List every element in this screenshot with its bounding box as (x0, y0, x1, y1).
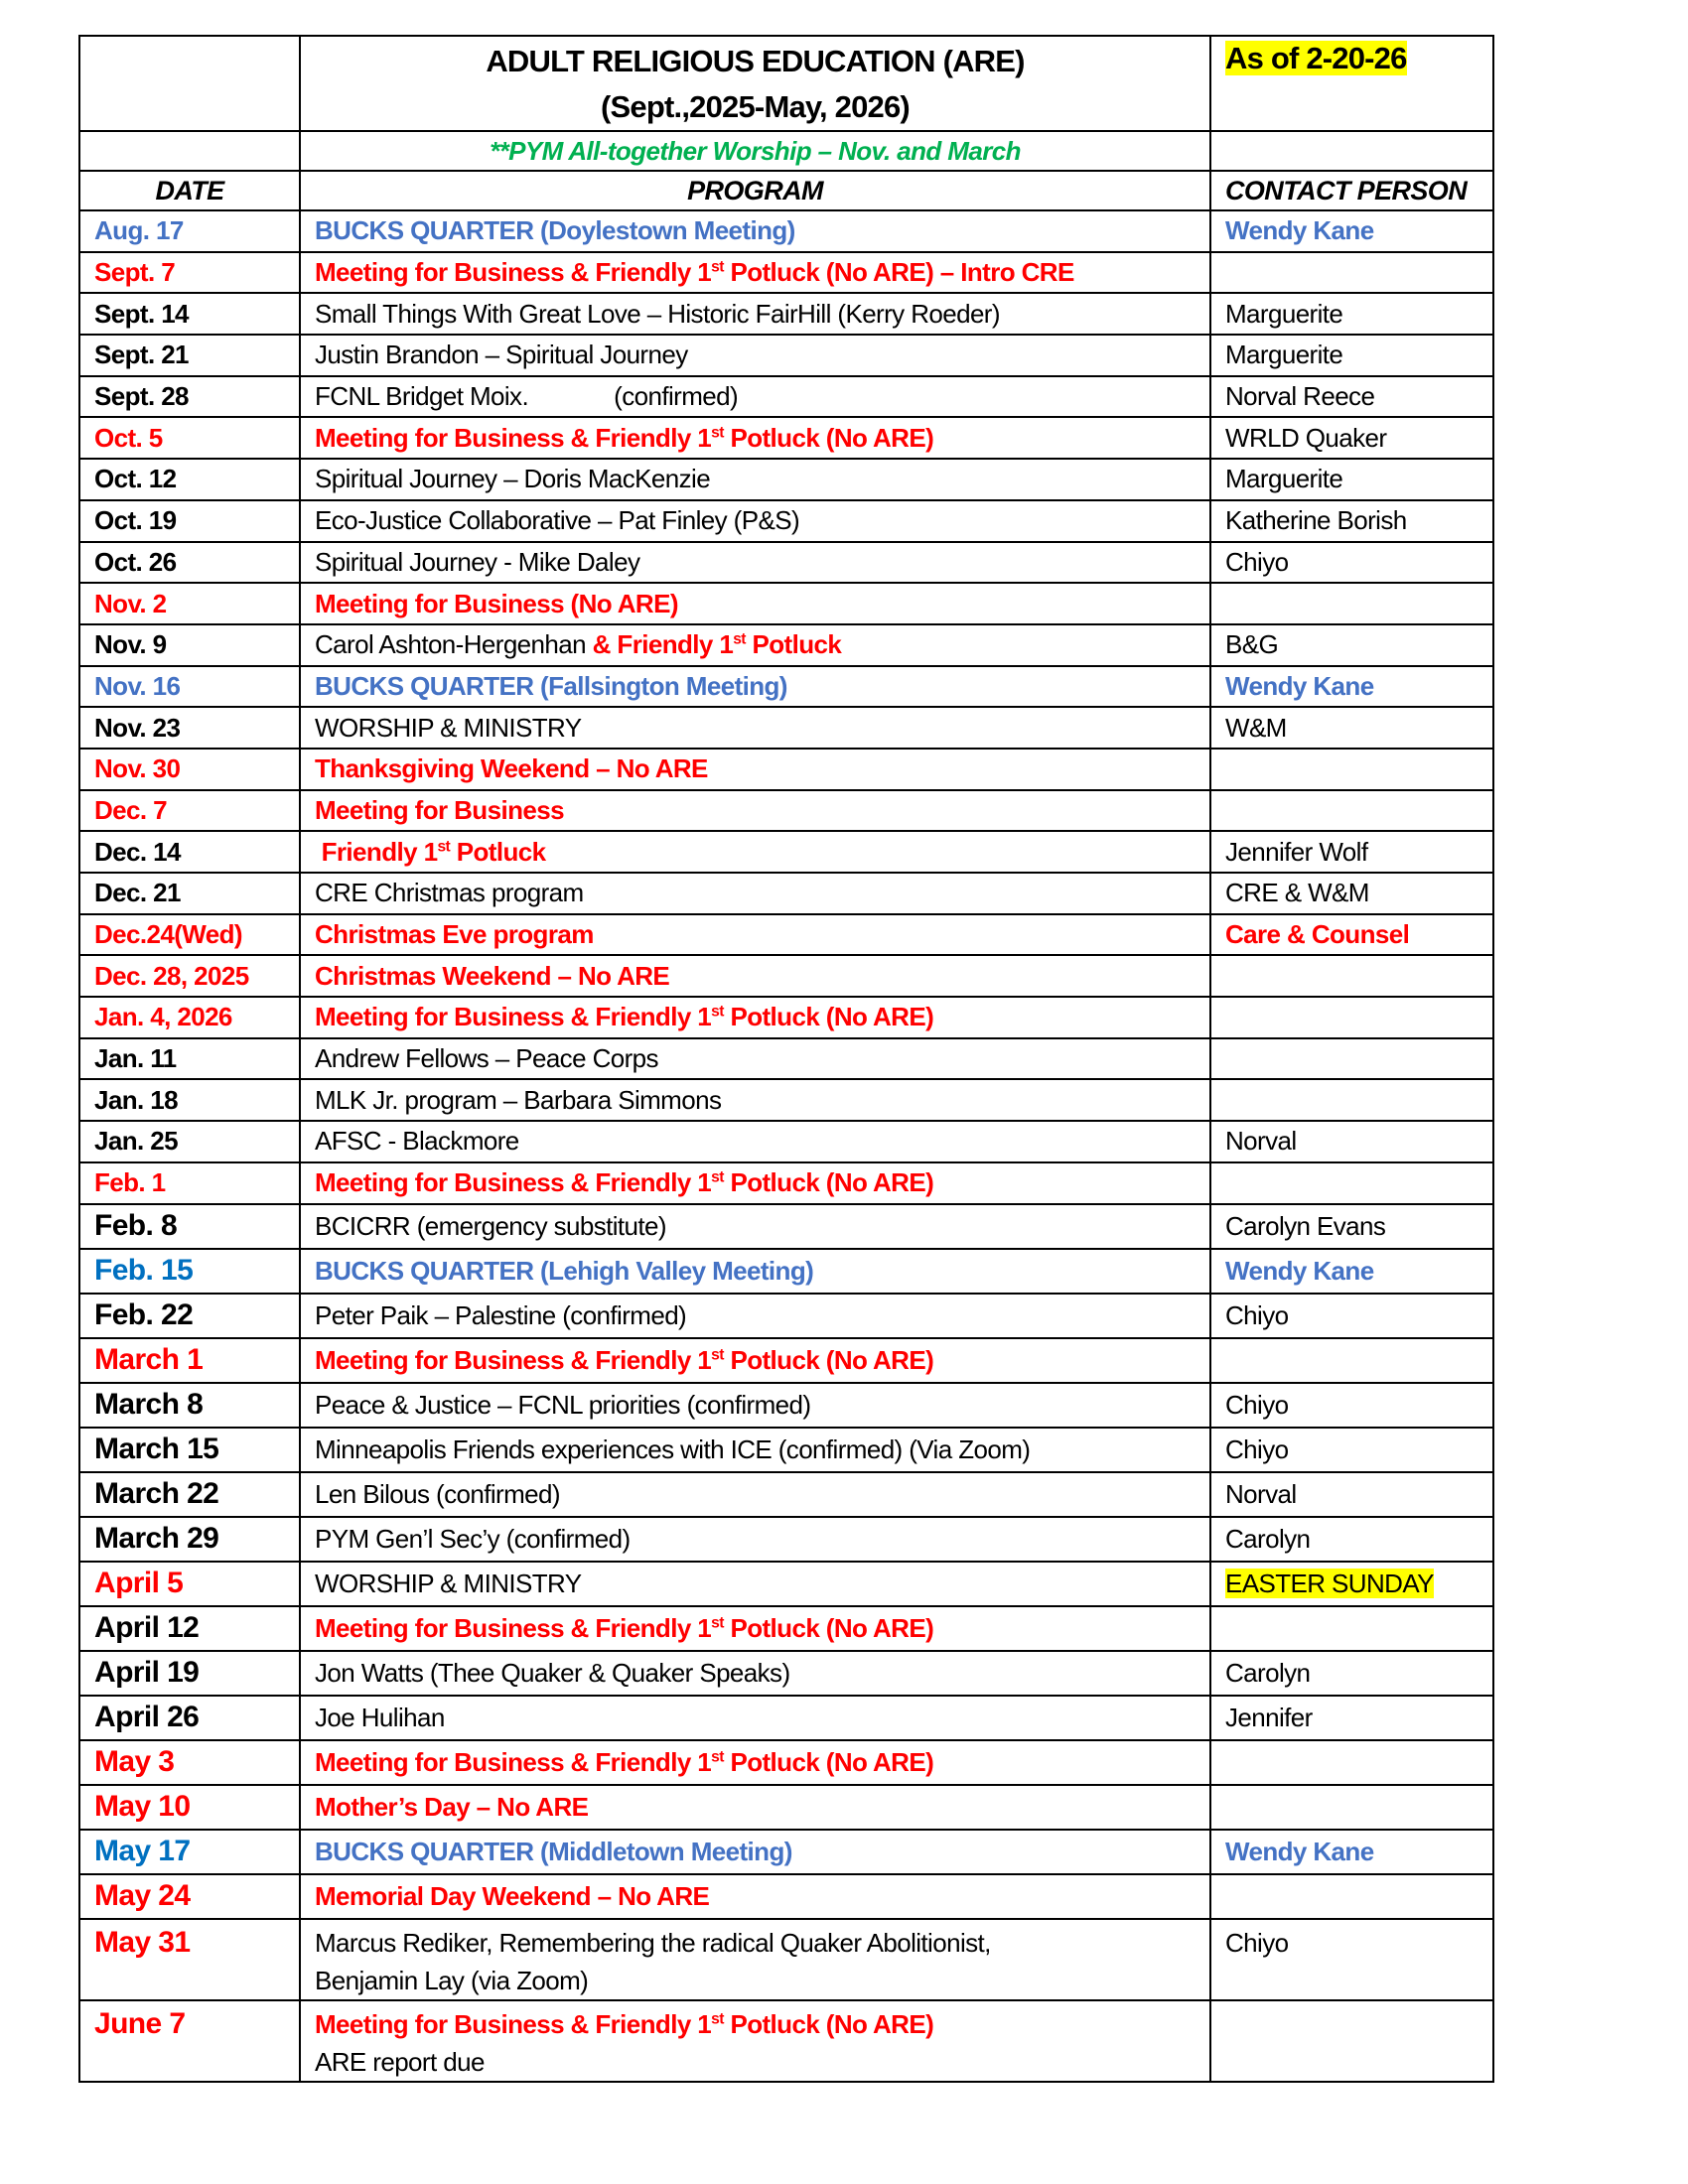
date-cell: Jan. 4, 2026 (79, 997, 300, 1038)
contact-person: Chiyo (1225, 1389, 1289, 1420)
date-cell: April 26 (79, 1696, 300, 1740)
program-text: MLK Jr. program – Barbara Simmons (315, 1084, 722, 1115)
contact-cell (1210, 583, 1493, 624)
contact-person: Wendy Kane (1225, 1836, 1374, 1866)
table-row (79, 1383, 1493, 1428)
date-cell: Dec. 7 (79, 790, 300, 832)
contact-cell (1210, 1651, 1493, 1696)
program-text: Memorial Day Weekend – No ARE (315, 1880, 710, 1911)
program-text: Justin Brandon – Spiritual Journey (315, 340, 688, 370)
date-cell: Dec. 28, 2025 (79, 955, 300, 997)
contact-cell (1210, 1696, 1493, 1740)
contact-person: Carolyn (1225, 1657, 1311, 1688)
program-cell (300, 252, 1210, 294)
table-row (79, 293, 1493, 335)
table-row (79, 1121, 1493, 1162)
program-cell (300, 955, 1210, 997)
ordinal-suffix: st (711, 1747, 724, 1765)
column-header-row (79, 171, 1493, 210)
contact-cell (1210, 1562, 1493, 1606)
table-row (79, 624, 1493, 666)
program-cell (300, 542, 1210, 584)
date-cell: May 10 (79, 1785, 300, 1830)
table-row (79, 500, 1493, 542)
program-cell (300, 666, 1210, 708)
table-row (79, 666, 1493, 708)
table-row (79, 749, 1493, 790)
program-text: CRE Christmas program (315, 878, 584, 908)
table-row (79, 1785, 1493, 1830)
contact-cell (1210, 1162, 1493, 1204)
table-row (79, 1249, 1493, 1294)
date-cell: Sept. 28 (79, 376, 300, 418)
program-text: Potluck (745, 629, 842, 660)
contact-cell (1210, 1383, 1493, 1428)
date-cell: May 31 (79, 1919, 300, 2000)
program-text: FCNL Bridget Moix. (confirmed) (315, 381, 739, 412)
contact-cell (1210, 1338, 1493, 1383)
date-cell: Nov. 16 (79, 666, 300, 708)
contact-cell (1210, 666, 1493, 708)
contact-cell (1210, 1472, 1493, 1517)
table-row (79, 417, 1493, 459)
ordinal-suffix: st (711, 258, 724, 276)
table-row (79, 583, 1493, 624)
date-cell: March 22 (79, 1472, 300, 1517)
program-text: Joe Hulihan (315, 1702, 445, 1732)
program-text: Spiritual Journey - Mike Daley (315, 546, 640, 577)
program-text: Carol Ashton-Hergenhan (315, 629, 593, 660)
program-text: Meeting for Business & Friendly 1 (315, 2008, 712, 2039)
ordinal-suffix: st (711, 1613, 724, 1631)
date-cell: Aug. 17 (79, 210, 300, 252)
program-cell (300, 749, 1210, 790)
contact-cell (1210, 1204, 1493, 1249)
date-cell: Dec. 21 (79, 873, 300, 914)
title-line-1: ADULT RELIGIOUS EDUCATION (ARE) (486, 44, 1025, 78)
table-row (79, 1740, 1493, 1785)
document-title (300, 36, 1210, 131)
date-cell: Nov. 23 (79, 707, 300, 749)
table-row (79, 1428, 1493, 1472)
program-text: Potluck (No ARE) (723, 1002, 934, 1032)
table-row (79, 335, 1493, 376)
program-text: Minneapolis Friends experiences with ICE (confirmed) (Via Zoom) (315, 1433, 1031, 1464)
program-cell (300, 1249, 1210, 1294)
program-cell (300, 1121, 1210, 1162)
program-cell (300, 624, 1210, 666)
contact-person: Norval (1225, 1126, 1297, 1157)
contact-cell (1210, 1294, 1493, 1338)
date-cell: Oct. 5 (79, 417, 300, 459)
program-text: Peter Paik – Palestine (confirmed) (315, 1299, 687, 1330)
table-row (79, 997, 1493, 1038)
program-text: Meeting for Business & Friendly 1 (315, 1746, 712, 1777)
contact-cell (1210, 1740, 1493, 1785)
table-row (79, 707, 1493, 749)
contact-person: W&M (1225, 712, 1287, 743)
program-cell (300, 873, 1210, 914)
program-cell (300, 1204, 1210, 1249)
program-cell (300, 2000, 1210, 2082)
ordinal-suffix: st (711, 1003, 724, 1021)
program-text: Meeting for Business & Friendly 1 (315, 257, 712, 288)
program-cell (300, 417, 1210, 459)
contact-cell (1210, 831, 1493, 873)
contact-person: EASTER SUNDAY (1225, 1568, 1434, 1598)
column-header-date: DATE (79, 171, 300, 210)
contact-cell (1210, 2000, 1493, 2082)
program-cell (300, 335, 1210, 376)
ordinal-suffix: st (711, 1345, 724, 1363)
contact-person: CRE & W&M (1225, 878, 1369, 908)
contact-cell (1210, 500, 1493, 542)
program-text: Potluck (No ARE) (723, 2008, 934, 2039)
contact-cell (1210, 1919, 1493, 2000)
program-text: Meeting for Business & Friendly 1 (315, 1167, 712, 1198)
contact-person: Norval Reece (1225, 381, 1375, 412)
contact-person: Norval (1225, 1478, 1297, 1509)
program-text: Christmas Eve program (315, 919, 594, 950)
date-cell: April 12 (79, 1606, 300, 1651)
contact-person: Wendy Kane (1225, 215, 1374, 246)
table-row (79, 376, 1493, 418)
date-cell: Nov. 2 (79, 583, 300, 624)
table-row (79, 1079, 1493, 1121)
contact-cell (1210, 873, 1493, 914)
program-text: BUCKS QUARTER (Fallsington Meeting) (315, 670, 787, 701)
program-text: AFSC - Blackmore (315, 1126, 519, 1157)
table-row (79, 1651, 1493, 1696)
table-row (79, 459, 1493, 500)
program-cell (300, 1472, 1210, 1517)
ordinal-suffix: st (711, 1168, 724, 1186)
table-row (79, 542, 1493, 584)
program-text: Christmas Weekend – No ARE (315, 960, 670, 991)
program-text: ARE report due (315, 2046, 485, 2077)
blank-cell (79, 131, 300, 171)
table-row (79, 1830, 1493, 1874)
program-text: Thanksgiving Weekend – No ARE (315, 753, 708, 784)
program-cell (300, 1428, 1210, 1472)
contact-person: Chiyo (1225, 1433, 1289, 1464)
table-row (79, 831, 1493, 873)
program-cell (300, 583, 1210, 624)
contact-cell (1210, 955, 1493, 997)
date-cell: March 15 (79, 1428, 300, 1472)
program-cell (300, 210, 1210, 252)
contact-cell (1210, 1428, 1493, 1472)
contact-cell (1210, 1785, 1493, 1830)
contact-person: Katherine Borish (1225, 505, 1407, 536)
program-cell (300, 1785, 1210, 1830)
program-text: & Friendly 1 (592, 629, 734, 660)
blank-cell (79, 36, 300, 131)
program-text: Jon Watts (Thee Quaker & Quaker Speaks) (315, 1657, 790, 1688)
date-cell: Jan. 11 (79, 1038, 300, 1080)
contact-cell (1210, 790, 1493, 832)
date-cell: Jan. 18 (79, 1079, 300, 1121)
program-cell (300, 1696, 1210, 1740)
contact-cell (1210, 1249, 1493, 1294)
program-text: Meeting for Business & Friendly 1 (315, 422, 712, 453)
program-cell (300, 1338, 1210, 1383)
date-cell: Oct. 26 (79, 542, 300, 584)
table-row (79, 1517, 1493, 1562)
contact-cell (1210, 624, 1493, 666)
contact-cell (1210, 749, 1493, 790)
program-text: Benjamin Lay (via Zoom) (315, 1965, 589, 1995)
ordinal-suffix: st (437, 838, 451, 855)
table-row (79, 955, 1493, 997)
table-row (79, 873, 1493, 914)
date-cell: May 17 (79, 1830, 300, 1874)
contact-person: Carolyn (1225, 1523, 1311, 1554)
date-cell: Sept. 14 (79, 293, 300, 335)
program-text: WORSHIP & MINISTRY (315, 1568, 582, 1598)
date-cell: March 1 (79, 1338, 300, 1383)
subtitle-row (79, 131, 1493, 171)
date-cell: Dec.24(Wed) (79, 914, 300, 956)
contact-person: Jennifer Wolf (1225, 836, 1368, 867)
program-text: Meeting for Business & Friendly 1 (315, 1612, 712, 1643)
program-text: Marcus Rediker, Remembering the radical Quaker Abolitionist, (315, 1927, 991, 1958)
program-text: Potluck (No ARE) (723, 422, 934, 453)
table-row (79, 1162, 1493, 1204)
table-row (79, 1562, 1493, 1606)
table-row (79, 1874, 1493, 1919)
table-row (79, 252, 1493, 294)
table-row (79, 1696, 1493, 1740)
program-cell (300, 1606, 1210, 1651)
program-text: Potluck (No ARE) (723, 1167, 934, 1198)
blank-cell (1210, 131, 1493, 171)
program-cell (300, 790, 1210, 832)
program-text: BUCKS QUARTER (Middletown Meeting) (315, 1836, 792, 1866)
program-text: Small Things With Great Love – Historic FairHill (Kerry Roeder) (315, 298, 1000, 329)
program-text: PYM Gen’l Sec’y (confirmed) (315, 1523, 631, 1554)
are-schedule-table (78, 35, 1494, 2083)
as-of-cell (1210, 36, 1493, 131)
date-cell: Sept. 7 (79, 252, 300, 294)
program-text: Eco-Justice Collaborative – Pat Finley (P&S) (315, 505, 800, 536)
program-cell (300, 1651, 1210, 1696)
program-text: Meeting for Business (No ARE) (315, 588, 678, 618)
contact-person: B&G (1225, 629, 1279, 660)
table-row (79, 1294, 1493, 1338)
ordinal-suffix: st (733, 630, 746, 648)
contact-cell (1210, 210, 1493, 252)
program-cell (300, 1038, 1210, 1080)
date-cell: Feb. 8 (79, 1204, 300, 1249)
column-header-program: PROGRAM (300, 171, 1210, 210)
program-cell (300, 1562, 1210, 1606)
program-text: BCICRR (emergency substitute) (315, 1210, 666, 1241)
date-cell: May 24 (79, 1874, 300, 1919)
program-cell (300, 707, 1210, 749)
program-text: Len Bilous (confirmed) (315, 1478, 560, 1509)
date-cell: April 19 (79, 1651, 300, 1696)
date-cell: March 29 (79, 1517, 300, 1562)
date-cell: Oct. 19 (79, 500, 300, 542)
contact-person: Chiyo (1225, 546, 1289, 577)
program-text: Potluck (No ARE) – Intro CRE (723, 257, 1074, 288)
contact-person: Chiyo (1225, 1299, 1289, 1330)
contact-cell (1210, 1830, 1493, 1874)
date-cell: Feb. 22 (79, 1294, 300, 1338)
date-cell: May 3 (79, 1740, 300, 1785)
program-cell (300, 997, 1210, 1038)
contact-cell (1210, 542, 1493, 584)
program-cell (300, 914, 1210, 956)
program-text: Meeting for Business & Friendly 1 (315, 1344, 712, 1375)
table-row (79, 1338, 1493, 1383)
contact-person: Marguerite (1225, 464, 1343, 494)
program-text: Meeting for Business (315, 794, 564, 825)
date-cell: Feb. 1 (79, 1162, 300, 1204)
program-text: Peace & Justice – FCNL priorities (confirmed) (315, 1389, 811, 1420)
program-cell (300, 1079, 1210, 1121)
date-cell: Sept. 21 (79, 335, 300, 376)
program-cell (300, 293, 1210, 335)
contact-person: Carolyn Evans (1225, 1210, 1386, 1241)
program-text: Friendly 1 (315, 836, 438, 867)
contact-person: Marguerite (1225, 298, 1343, 329)
contact-person: Jennifer (1225, 1702, 1313, 1732)
date-cell: Dec. 14 (79, 831, 300, 873)
program-cell (300, 1919, 1210, 2000)
contact-cell (1210, 1079, 1493, 1121)
program-cell (300, 1383, 1210, 1428)
program-text: Potluck (450, 836, 546, 867)
program-text: Andrew Fellows – Peace Corps (315, 1043, 658, 1074)
program-cell (300, 1740, 1210, 1785)
as-of-date: As of 2-20-26 (1225, 41, 1407, 75)
program-text: Potluck (No ARE) (723, 1746, 934, 1777)
contact-person: Care & Counsel (1225, 919, 1410, 950)
contact-cell (1210, 459, 1493, 500)
program-cell (300, 459, 1210, 500)
date-cell: June 7 (79, 2000, 300, 2082)
program-text: Meeting for Business & Friendly 1 (315, 1002, 712, 1032)
date-cell: Nov. 9 (79, 624, 300, 666)
program-cell (300, 1162, 1210, 1204)
date-cell: Nov. 30 (79, 749, 300, 790)
contact-person: Wendy Kane (1225, 670, 1374, 701)
contact-cell (1210, 707, 1493, 749)
program-text: BUCKS QUARTER (Lehigh Valley Meeting) (315, 1255, 814, 1286)
contact-cell (1210, 376, 1493, 418)
program-text: Potluck (No ARE) (723, 1612, 934, 1643)
program-text: Potluck (No ARE) (723, 1344, 934, 1375)
date-cell: Feb. 15 (79, 1249, 300, 1294)
contact-cell (1210, 1517, 1493, 1562)
title-row (79, 36, 1493, 131)
program-cell (300, 1874, 1210, 1919)
program-cell (300, 1830, 1210, 1874)
contact-cell (1210, 1038, 1493, 1080)
table-row (79, 1204, 1493, 1249)
contact-person: Wendy Kane (1225, 1255, 1374, 1286)
date-cell: March 8 (79, 1383, 300, 1428)
contact-cell (1210, 997, 1493, 1038)
pym-worship-note: **PYM All-together Worship – Nov. and March (300, 131, 1210, 171)
column-header-contact: CONTACT PERSON (1210, 171, 1493, 210)
contact-cell (1210, 1121, 1493, 1162)
table-row (79, 790, 1493, 832)
contact-cell (1210, 914, 1493, 956)
table-row (79, 1038, 1493, 1080)
table-row (79, 210, 1493, 252)
ordinal-suffix: st (711, 2009, 724, 2027)
contact-cell (1210, 293, 1493, 335)
contact-cell (1210, 1606, 1493, 1651)
contact-person: Marguerite (1225, 340, 1343, 370)
ordinal-suffix: st (711, 424, 724, 442)
program-cell (300, 831, 1210, 873)
program-cell (300, 376, 1210, 418)
program-text: BUCKS QUARTER (Doylestown Meeting) (315, 215, 795, 246)
table-row (79, 2000, 1493, 2082)
contact-cell (1210, 335, 1493, 376)
program-text: Spiritual Journey – Doris MacKenzie (315, 464, 711, 494)
program-text: Mother’s Day – No ARE (315, 1791, 589, 1822)
table-row (79, 914, 1493, 956)
table-row (79, 1919, 1493, 2000)
title-line-2: (Sept.,2025-May, 2026) (601, 89, 910, 124)
contact-cell (1210, 252, 1493, 294)
contact-cell (1210, 417, 1493, 459)
table-row (79, 1472, 1493, 1517)
program-cell (300, 500, 1210, 542)
date-cell: Oct. 12 (79, 459, 300, 500)
contact-cell (1210, 1874, 1493, 1919)
program-cell (300, 1517, 1210, 1562)
date-cell: Jan. 25 (79, 1121, 300, 1162)
table-row (79, 1606, 1493, 1651)
date-cell: April 5 (79, 1562, 300, 1606)
contact-person: WRLD Quaker (1225, 422, 1387, 453)
contact-person: Chiyo (1225, 1927, 1289, 1958)
program-text: WORSHIP & MINISTRY (315, 712, 582, 743)
program-cell (300, 1294, 1210, 1338)
